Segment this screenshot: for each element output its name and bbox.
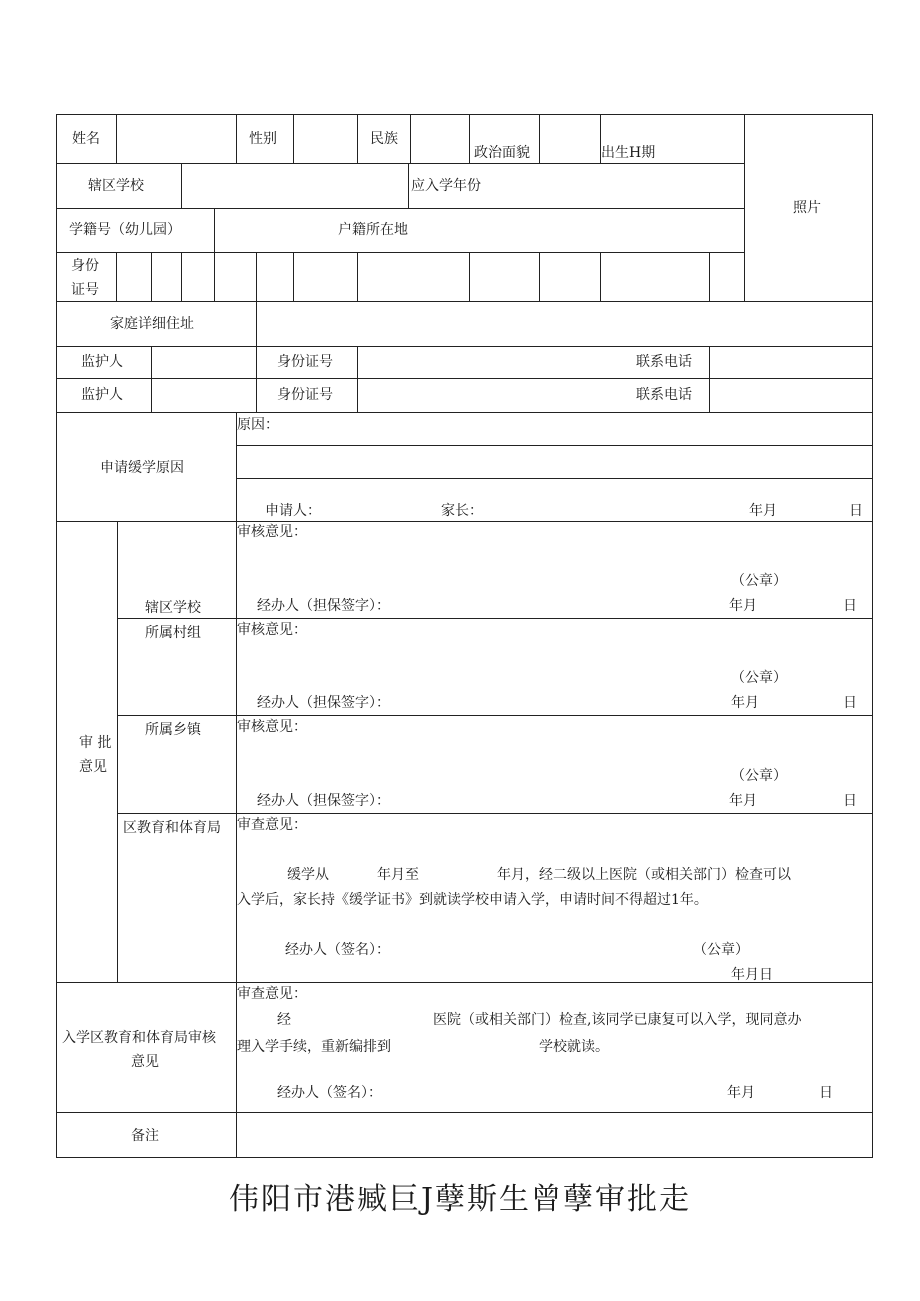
guardian-id-field[interactable] (358, 379, 626, 411)
inspect-opinion-label: 审查意见： (237, 986, 307, 1002)
col-line (117, 521, 118, 982)
handler-guarantee-label: 经办人（担保签字）： (257, 598, 390, 614)
name-label: 姓名 (72, 131, 100, 147)
table-border (872, 114, 873, 1157)
col-line (256, 346, 257, 412)
unit-town: 所属乡镇 (145, 722, 201, 738)
row-line (56, 208, 744, 209)
unit-district-school: 辖区学校 (145, 600, 201, 616)
name-field[interactable] (117, 115, 235, 162)
date-year-month: 年月 (729, 793, 757, 809)
date-year-month: 年月 (729, 598, 757, 614)
remarks-field[interactable] (237, 1113, 871, 1156)
date-day: 日 (819, 1085, 833, 1101)
date-year-month: 年月 (731, 695, 759, 711)
address-label: 家庭详细住址 (110, 316, 194, 332)
review-opinion-label: 审核意见： (237, 524, 307, 540)
guardian-id-label: 身份证号 (277, 387, 333, 403)
entry-text: 理入学手续，重新编排到 (237, 1039, 391, 1055)
col-line (469, 114, 470, 163)
handler-guarantee-label: 经办人（担保签字）： (257, 793, 390, 809)
review-opinion-label: 审核意见： (237, 719, 307, 735)
seal-label: （公章） (693, 942, 749, 958)
row-line (56, 521, 873, 522)
handler-guarantee-label: 经办人（担保签字）： (257, 695, 390, 711)
entry-text: 医院（或相关部门）检查,该同学已康复可以入学，现同意办 (433, 1012, 802, 1028)
approval-label: 审 批 (79, 735, 112, 751)
guardian-id-field[interactable] (358, 347, 626, 377)
date-day: 日 (849, 503, 863, 519)
id-number-label: 身份 (71, 258, 99, 274)
date-day: 日 (843, 598, 857, 614)
handler-sign-label: 经办人（签名）： (277, 1085, 382, 1101)
entry-year-label: 应入学年份 (411, 178, 481, 194)
student-id-label: 学籍号（幼儿园） (69, 222, 181, 238)
handler-sign-label: 经办人（签名）： (285, 942, 390, 958)
entry-bureau-label: 入学区教育和体育局审核 (62, 1030, 216, 1046)
date-day: 日 (843, 695, 857, 711)
seal-label: （公章） (731, 670, 787, 686)
row-line (117, 618, 873, 619)
row-line (117, 813, 873, 814)
address-field[interactable] (257, 302, 871, 345)
district-school-label: 辖区学校 (88, 178, 144, 194)
date-year-month: 年月 (727, 1085, 755, 1101)
reason-field[interactable] (285, 413, 871, 477)
political-field[interactable] (540, 115, 599, 162)
id-number-field[interactable] (117, 253, 743, 300)
table-border (56, 114, 57, 1157)
col-line (236, 114, 237, 163)
phone-field[interactable] (710, 347, 871, 377)
applicant-label: 申请人： (265, 503, 321, 519)
bureau-text: 年月至 (377, 867, 419, 883)
hukou-label: 户籍所在地 (338, 222, 408, 238)
approval-label: 意见 (79, 759, 107, 775)
id-number-label: 证号 (71, 282, 99, 298)
guardian-label: 监护人 (81, 387, 123, 403)
birth-date-label: 出生H期 (601, 145, 656, 161)
bureau-text: 入学后，家长持《缓学证书》到就读学校申请入学，申请时间不得超过1年。 (237, 892, 708, 908)
guardian-name-field[interactable] (152, 379, 255, 411)
table-border (56, 1157, 873, 1158)
ethnicity-field[interactable] (411, 115, 468, 162)
reason-section-label: 申请缓学原因 (100, 460, 184, 476)
phone-label: 联系电话 (636, 354, 692, 370)
remarks-label: 备注 (131, 1128, 159, 1144)
guardian-name-field[interactable] (152, 347, 255, 377)
ethnicity-label: 民族 (370, 131, 398, 147)
entry-text: 学校就读。 (539, 1039, 609, 1055)
seal-label: （公章） (731, 768, 787, 784)
bureau-text: 年月，经二级以上医院（或相关部门）检查可以 (497, 867, 791, 883)
date-day: 日 (843, 793, 857, 809)
political-status-label: 政治面貌 (474, 145, 530, 161)
gender-label: 性别 (249, 131, 277, 147)
col-line (357, 114, 358, 163)
review-opinion-label: 审核意见： (237, 622, 307, 638)
date-full: 年月日 (731, 967, 773, 983)
reason-label: 原因： (237, 417, 279, 433)
document-title: 伟阳市港臧巨J孽斯生曾孽审批走 (228, 1182, 692, 1217)
unit-village-group: 所属村组 (145, 625, 201, 641)
student-id-field[interactable] (215, 209, 335, 251)
photo-label: 照片 (793, 200, 821, 216)
inspect-opinion-label: 审查意见： (237, 817, 307, 833)
entry-text: 经 (277, 1012, 291, 1028)
district-school-field[interactable] (182, 164, 407, 207)
phone-label: 联系电话 (636, 387, 692, 403)
entry-bureau-label: 意见 (131, 1054, 159, 1070)
phone-field[interactable] (710, 379, 871, 411)
col-line (408, 163, 409, 208)
seal-label: （公章） (731, 573, 787, 589)
guardian-label: 监护人 (81, 354, 123, 370)
gender-field[interactable] (294, 115, 356, 162)
row-line (236, 478, 873, 479)
date-year-month: 年月 (749, 503, 777, 519)
guardian-id-label: 身份证号 (277, 354, 333, 370)
parent-label: 家长： (441, 503, 483, 519)
unit-education-bureau: 区教育和体育局 (123, 820, 221, 836)
bureau-text: 缓学从 (287, 867, 329, 883)
row-line (117, 715, 873, 716)
photo-box[interactable] (745, 115, 871, 300)
